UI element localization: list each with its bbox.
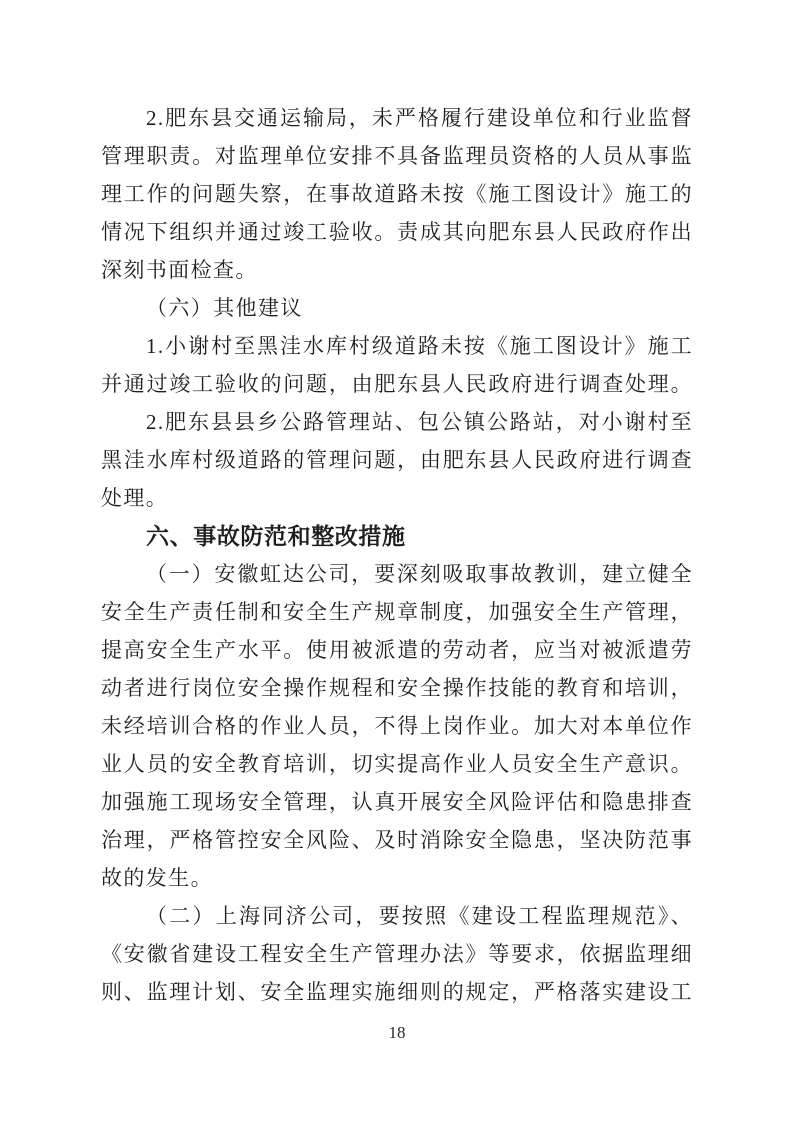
text-line: 安全生产责任制和安全生产规章制度，加强安全生产管理， [101, 600, 693, 624]
text-line: 加强施工现场安全管理，认真开展安全风险评估和隐患排查 [101, 790, 693, 814]
text-line: 则、监理计划、安全监理实施细则的规定，严格落实建设工 [101, 980, 693, 1004]
text-line: 1.小谢村至黑洼水库村级道路未按《施工图设计》施工 [146, 334, 693, 358]
text-line: 动者进行岗位安全操作规程和安全操作技能的教育和培训， [101, 676, 693, 700]
page-number: 18 [388, 1023, 406, 1042]
text-line: 理工作的问题失察，在事故道路未按《施工图设计》施工的 [101, 182, 693, 206]
text-line: 黑洼水库村级道路的管理问题，由肥东县人民政府进行调查 [101, 448, 693, 472]
text-line: 管理职责。对监理单位安排不具备监理员资格的人员从事监 [101, 144, 693, 168]
text-line: 故的发生。 [101, 866, 213, 890]
text-line: 提高安全生产水平。使用被派遣的劳动者，应当对被派遣劳 [101, 638, 693, 662]
text-line: 2.肥东县县乡公路管理站、包公镇公路站，对小谢村至 [146, 410, 693, 434]
text-line: 情况下组织并通过竣工验收。责成其向肥东县人民政府作出 [101, 220, 693, 244]
text-line: 处理。 [101, 486, 169, 510]
text-line: （六）其他建议 [146, 296, 303, 320]
document-body [101, 99, 693, 1011]
text-line: 业人员的安全教育培训，切实提高作业人员安全生产意识。 [101, 752, 693, 776]
text-line: 深刻书面检查。 [101, 258, 258, 282]
text-line: （一）安徽虹达公司，要深刻吸取事故教训，建立健全 [146, 562, 693, 586]
text-line: 2.肥东县交通运输局，未严格履行建设单位和行业监督 [146, 106, 693, 130]
text-line: 并通过竣工验收的问题，由肥东县人民政府进行调查处理。 [101, 372, 693, 396]
section-heading: 六、事故防范和整改措施 [146, 523, 406, 549]
text-line: 《安徽省建设工程安全生产管理办法》等要求，依据监理细 [101, 942, 693, 966]
text-line: （二）上海同济公司，要按照《建设工程监理规范》、 [146, 904, 693, 928]
text-line: 未经培训合格的作业人员，不得上岗作业。加大对本单位作 [101, 714, 693, 738]
text-line: 治理，严格管控安全风险、及时消除安全隐患，坚决防范事 [101, 828, 693, 852]
